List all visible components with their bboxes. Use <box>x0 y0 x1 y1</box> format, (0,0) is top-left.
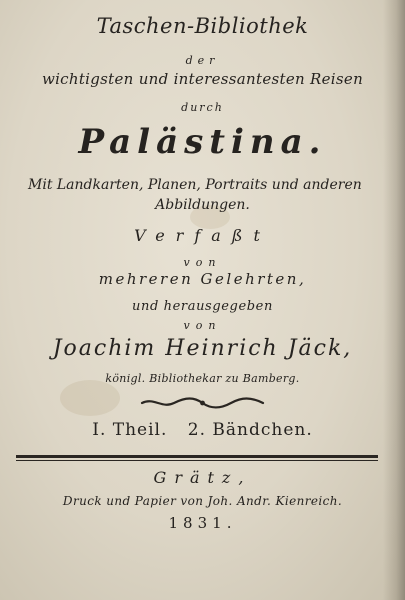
author-name: Joachim Heinrich Jäck, <box>52 336 353 361</box>
subtitle-line-2: Abbildungen. <box>155 197 250 213</box>
title-subline: wichtigsten und interessantesten Reisen <box>41 70 364 88</box>
contributors-line: mehreren Gelehrten, <box>98 270 307 288</box>
imprint-printer: Druck und Papier von Joh. Andr. Kienreich. <box>62 494 343 508</box>
paper-stain <box>60 380 120 416</box>
edited-label: und herausgegeben <box>132 299 273 314</box>
connector-von: von <box>183 256 222 269</box>
ornament-divider <box>140 395 265 411</box>
double-rule-thin <box>16 460 378 461</box>
series-title: Taschen-Bibliothek <box>96 14 309 38</box>
connector-durch: durch <box>181 101 224 114</box>
connector-der: der <box>185 54 220 67</box>
subtitle-line-1: Mit Landkarten, Planen, Portraits und anderen <box>28 177 362 193</box>
authored-label: Verfaßt <box>134 226 271 245</box>
part-label: I. Theil. <box>92 420 168 440</box>
author-position: königl. Bibliothekar zu Bamberg. <box>105 372 300 385</box>
imprint-year: 1831. <box>168 514 237 532</box>
connector-von: von <box>183 319 222 332</box>
imprint-place: Grätz, <box>153 468 252 487</box>
main-title: Palästina. <box>78 122 327 162</box>
volume-info <box>0 420 405 440</box>
booklet-label: 2. Bändchen. <box>187 420 313 440</box>
double-rule-thick <box>16 455 378 458</box>
